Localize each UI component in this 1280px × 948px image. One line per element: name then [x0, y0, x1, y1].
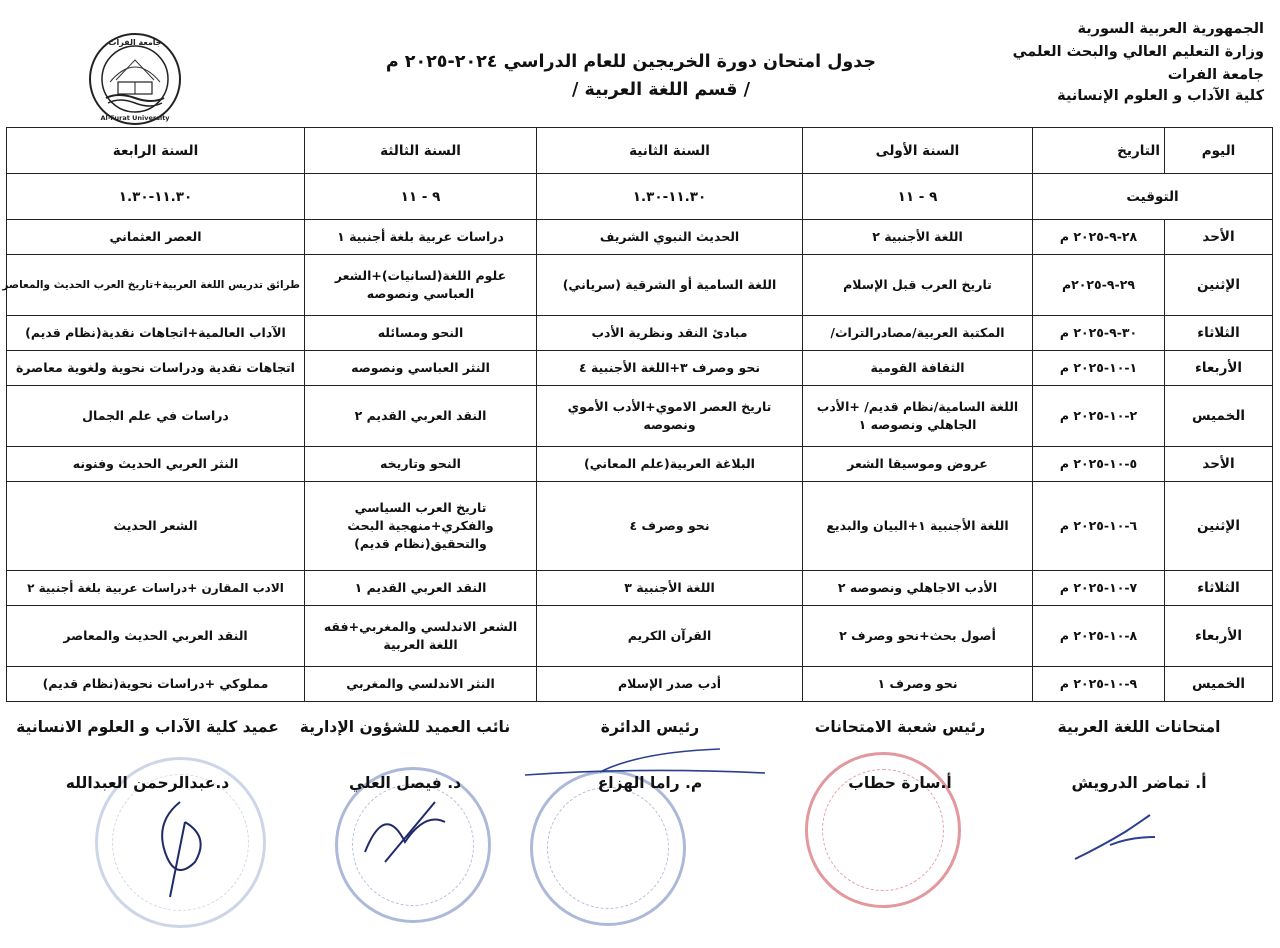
cell-year1: أصول بحث+نحو وصرف ٢ — [803, 605, 1033, 667]
cell-year2: البلاغة العربية(علم المعاني) — [537, 447, 803, 482]
cell-year1: اللغة السامية/نظام قديم/ +الأدب الجاهلي ونصوصه ١ — [803, 385, 1033, 447]
cell-day: الأربعاء — [1165, 605, 1273, 667]
table-row — [7, 220, 1273, 255]
cell-year2: مبادئ النقد ونظرية الأدب — [537, 316, 803, 351]
timing-label: التوقيت — [1033, 174, 1273, 220]
signature-role: نائب العميد للشؤون الإدارية — [299, 718, 511, 736]
signature-role: عميد كلية الآداب و العلوم الانسانية — [16, 718, 279, 736]
ministry-line-faculty: كلية الآداب و العلوم الإنسانية — [1057, 88, 1264, 104]
cell-year2: نحو وصرف ٣+اللغة الأجنبية ٤ — [537, 351, 803, 386]
cell-day: الأحد — [1165, 447, 1273, 482]
cell-day: الثلاثاء — [1165, 316, 1273, 351]
header-day: اليوم — [1165, 128, 1273, 174]
cell-date: ٦-١٠-٢٠٢٥ م — [1033, 482, 1165, 571]
cell-date: ٥-١٠-٢٠٢٥ م — [1033, 447, 1165, 482]
signature-block-exams-arabic — [1034, 718, 1244, 792]
title-line-1: جدول امتحان دورة الخريجين للعام الدراسي ٢٠٢٤-٢٠٢٥ م — [385, 52, 876, 72]
cell-day: الخميس — [1165, 667, 1273, 702]
timing-year3: ٩ - ١١ — [305, 174, 537, 220]
cell-date: ٩-١٠-٢٠٢٥ م — [1033, 667, 1165, 702]
cell-year1: الثقافة القومية — [803, 351, 1033, 386]
header-date: التاريخ — [1033, 128, 1165, 174]
cell-year2: أدب صدر الإسلام — [537, 667, 803, 702]
cell-year4: اتجاهات نقدية ودراسات نحوية ولغوية معاصرة — [7, 351, 305, 386]
cell-year2: نحو وصرف ٤ — [537, 482, 803, 571]
cell-year4: دراسات في علم الجمال — [7, 385, 305, 447]
timing-year2: ١١.٣٠-١.٣٠ — [537, 174, 803, 220]
cell-day: الأحد — [1165, 220, 1273, 255]
cell-year3: تاريخ العرب السياسي والفكري+منهجية البحث والتحقيق(نظام قديم) — [305, 482, 537, 571]
signature-scrawl-icon — [355, 792, 465, 872]
cell-year2: اللغة السامية أو الشرقية (سرياني) — [537, 254, 803, 316]
cell-day: الإثنين — [1165, 482, 1273, 571]
signatures-section — [0, 712, 1280, 948]
cell-year3: علوم اللغة(لسانيات)+الشعر العباسي ونصوصه — [305, 254, 537, 316]
ministry-line-country: الجمهورية العربية السورية — [1077, 21, 1264, 37]
cell-year1: المكتبة العربية/مصادرالتراث/ — [803, 316, 1033, 351]
cell-year4: الادب المقارن +دراسات عربية بلغة أجنبية ٢ — [7, 570, 305, 605]
cell-day: الخميس — [1165, 385, 1273, 447]
cell-year1: اللغة الأجنبية ١+البيان والبديع — [803, 482, 1033, 571]
university-seal-icon — [88, 32, 182, 126]
logo-arabic-text: جامعة الفرات — [108, 38, 162, 47]
cell-year1: تاريخ العرب قبل الإسلام — [803, 254, 1033, 316]
signature-name: أ.سارة حطاب — [848, 774, 952, 792]
cell-year4: مملوكي +دراسات نحوية(نظام قديم) — [7, 667, 305, 702]
table-row — [7, 316, 1273, 351]
signature-block-department-head — [550, 718, 750, 792]
cell-year4: النثر العربي الحديث وفنونه — [7, 447, 305, 482]
cell-year1: الأدب الاجاهلي ونصوصه ٢ — [803, 570, 1033, 605]
signature-name: أ. تماضر الدرويش — [1071, 774, 1207, 792]
cell-year2: اللغة الأجنبية ٣ — [537, 570, 803, 605]
cell-year3: النقد العربي القديم ١ — [305, 570, 537, 605]
cell-day: الأربعاء — [1165, 351, 1273, 386]
cell-year2: القرآن الكريم — [537, 605, 803, 667]
cell-year3: النحو ومسائله — [305, 316, 537, 351]
cell-year4: طرائق تدريس اللغة العربية+تاريخ العرب الحديث والمعاصر — [7, 254, 305, 316]
signature-block-exams-head — [790, 718, 1010, 792]
cell-year1: عروض وموسيقا الشعر — [803, 447, 1033, 482]
university-logo — [88, 32, 182, 126]
cell-year3: النقد العربي القديم ٢ — [305, 385, 537, 447]
timing-row — [7, 174, 1273, 220]
signature-role: رئيس شعبة الامتحانات — [814, 718, 986, 736]
cell-day: الثلاثاء — [1165, 570, 1273, 605]
cell-year3: دراسات عربية بلغة أجنبية ١ — [305, 220, 537, 255]
ministry-line-university: جامعة الفرات — [1167, 67, 1264, 83]
exam-schedule-table — [2, 127, 1273, 702]
cell-date: ٨-١٠-٢٠٢٥ م — [1033, 605, 1165, 667]
header-year1: السنة الأولى — [803, 128, 1033, 174]
table-row — [7, 254, 1273, 316]
timing-year4: ١١.٣٠-١.٣٠ — [7, 174, 305, 220]
title-line-2: / قسم اللغة العربية / — [571, 80, 750, 100]
header-year3: السنة الثالثة — [305, 128, 537, 174]
signature-name: د.عبدالرحمن العبدالله — [65, 774, 230, 792]
cell-year1: نحو وصرف ١ — [803, 667, 1033, 702]
cell-year3: النثر الاندلسي والمغربي — [305, 667, 537, 702]
table-row — [7, 385, 1273, 447]
table-row — [7, 605, 1273, 667]
cell-year4: الآداب العالمية+اتجاهات نقدية(نظام قديم) — [7, 316, 305, 351]
cell-year4: النقد العربي الحديث والمعاصر — [7, 605, 305, 667]
signature-role: امتحانات اللغة العربية — [1057, 718, 1221, 736]
table-row — [7, 667, 1273, 702]
cell-date: ٢٨-٩-٢٠٢٥ م — [1033, 220, 1165, 255]
ministry-line-ministry: وزارة التعليم العالي والبحث العلمي — [1012, 44, 1264, 60]
header-year4: السنة الرابعة — [7, 128, 305, 174]
cell-year3: النثر العباسي ونصوصه — [305, 351, 537, 386]
cell-date: ٧-١٠-٢٠٢٥ م — [1033, 570, 1165, 605]
table-row — [7, 447, 1273, 482]
signature-role: رئيس الدائرة — [600, 718, 700, 736]
table-row — [7, 482, 1273, 571]
table-header-row — [7, 128, 1273, 174]
cell-date: ١-١٠-٢٠٢٥ م — [1033, 351, 1165, 386]
signature-name: د. فيصل العلي — [348, 774, 462, 792]
cell-year1: اللغة الأجنبية ٢ — [803, 220, 1033, 255]
cell-day: الإثنين — [1165, 254, 1273, 316]
header-year2: السنة الثانية — [537, 128, 803, 174]
document-title — [300, 48, 880, 104]
cell-year3: الشعر الاندلسي والمغربي+فقه اللغة العربية — [305, 605, 537, 667]
signature-name: م. راما الهزاع — [597, 774, 703, 792]
cell-date: ٢٩-٩-٢٠٢٥م — [1033, 254, 1165, 316]
timing-year1: ٩ - ١١ — [803, 174, 1033, 220]
signature-scrawl-icon — [140, 792, 220, 902]
cell-year2: تاريخ العصر الاموي+الأدب الأموي ونصوصه — [537, 385, 803, 447]
signature-block-vice-dean — [290, 718, 520, 792]
logo-caption: Al-Furat University — [100, 114, 170, 122]
table-row — [7, 351, 1273, 386]
signature-scrawl-icon — [1070, 807, 1160, 867]
table-row — [7, 570, 1273, 605]
ministry-header — [1013, 18, 1264, 105]
signature-block-dean — [10, 718, 285, 792]
cell-year4: العصر العثماني — [7, 220, 305, 255]
cell-year2: الحديث النبوي الشريف — [537, 220, 803, 255]
cell-date: ٣٠-٩-٢٠٢٥ م — [1033, 316, 1165, 351]
department-stamp-icon — [530, 770, 686, 926]
cell-year4: الشعر الحديث — [7, 482, 305, 571]
cell-date: ٢-١٠-٢٠٢٥ م — [1033, 385, 1165, 447]
cell-year3: النحو وتاريخه — [305, 447, 537, 482]
